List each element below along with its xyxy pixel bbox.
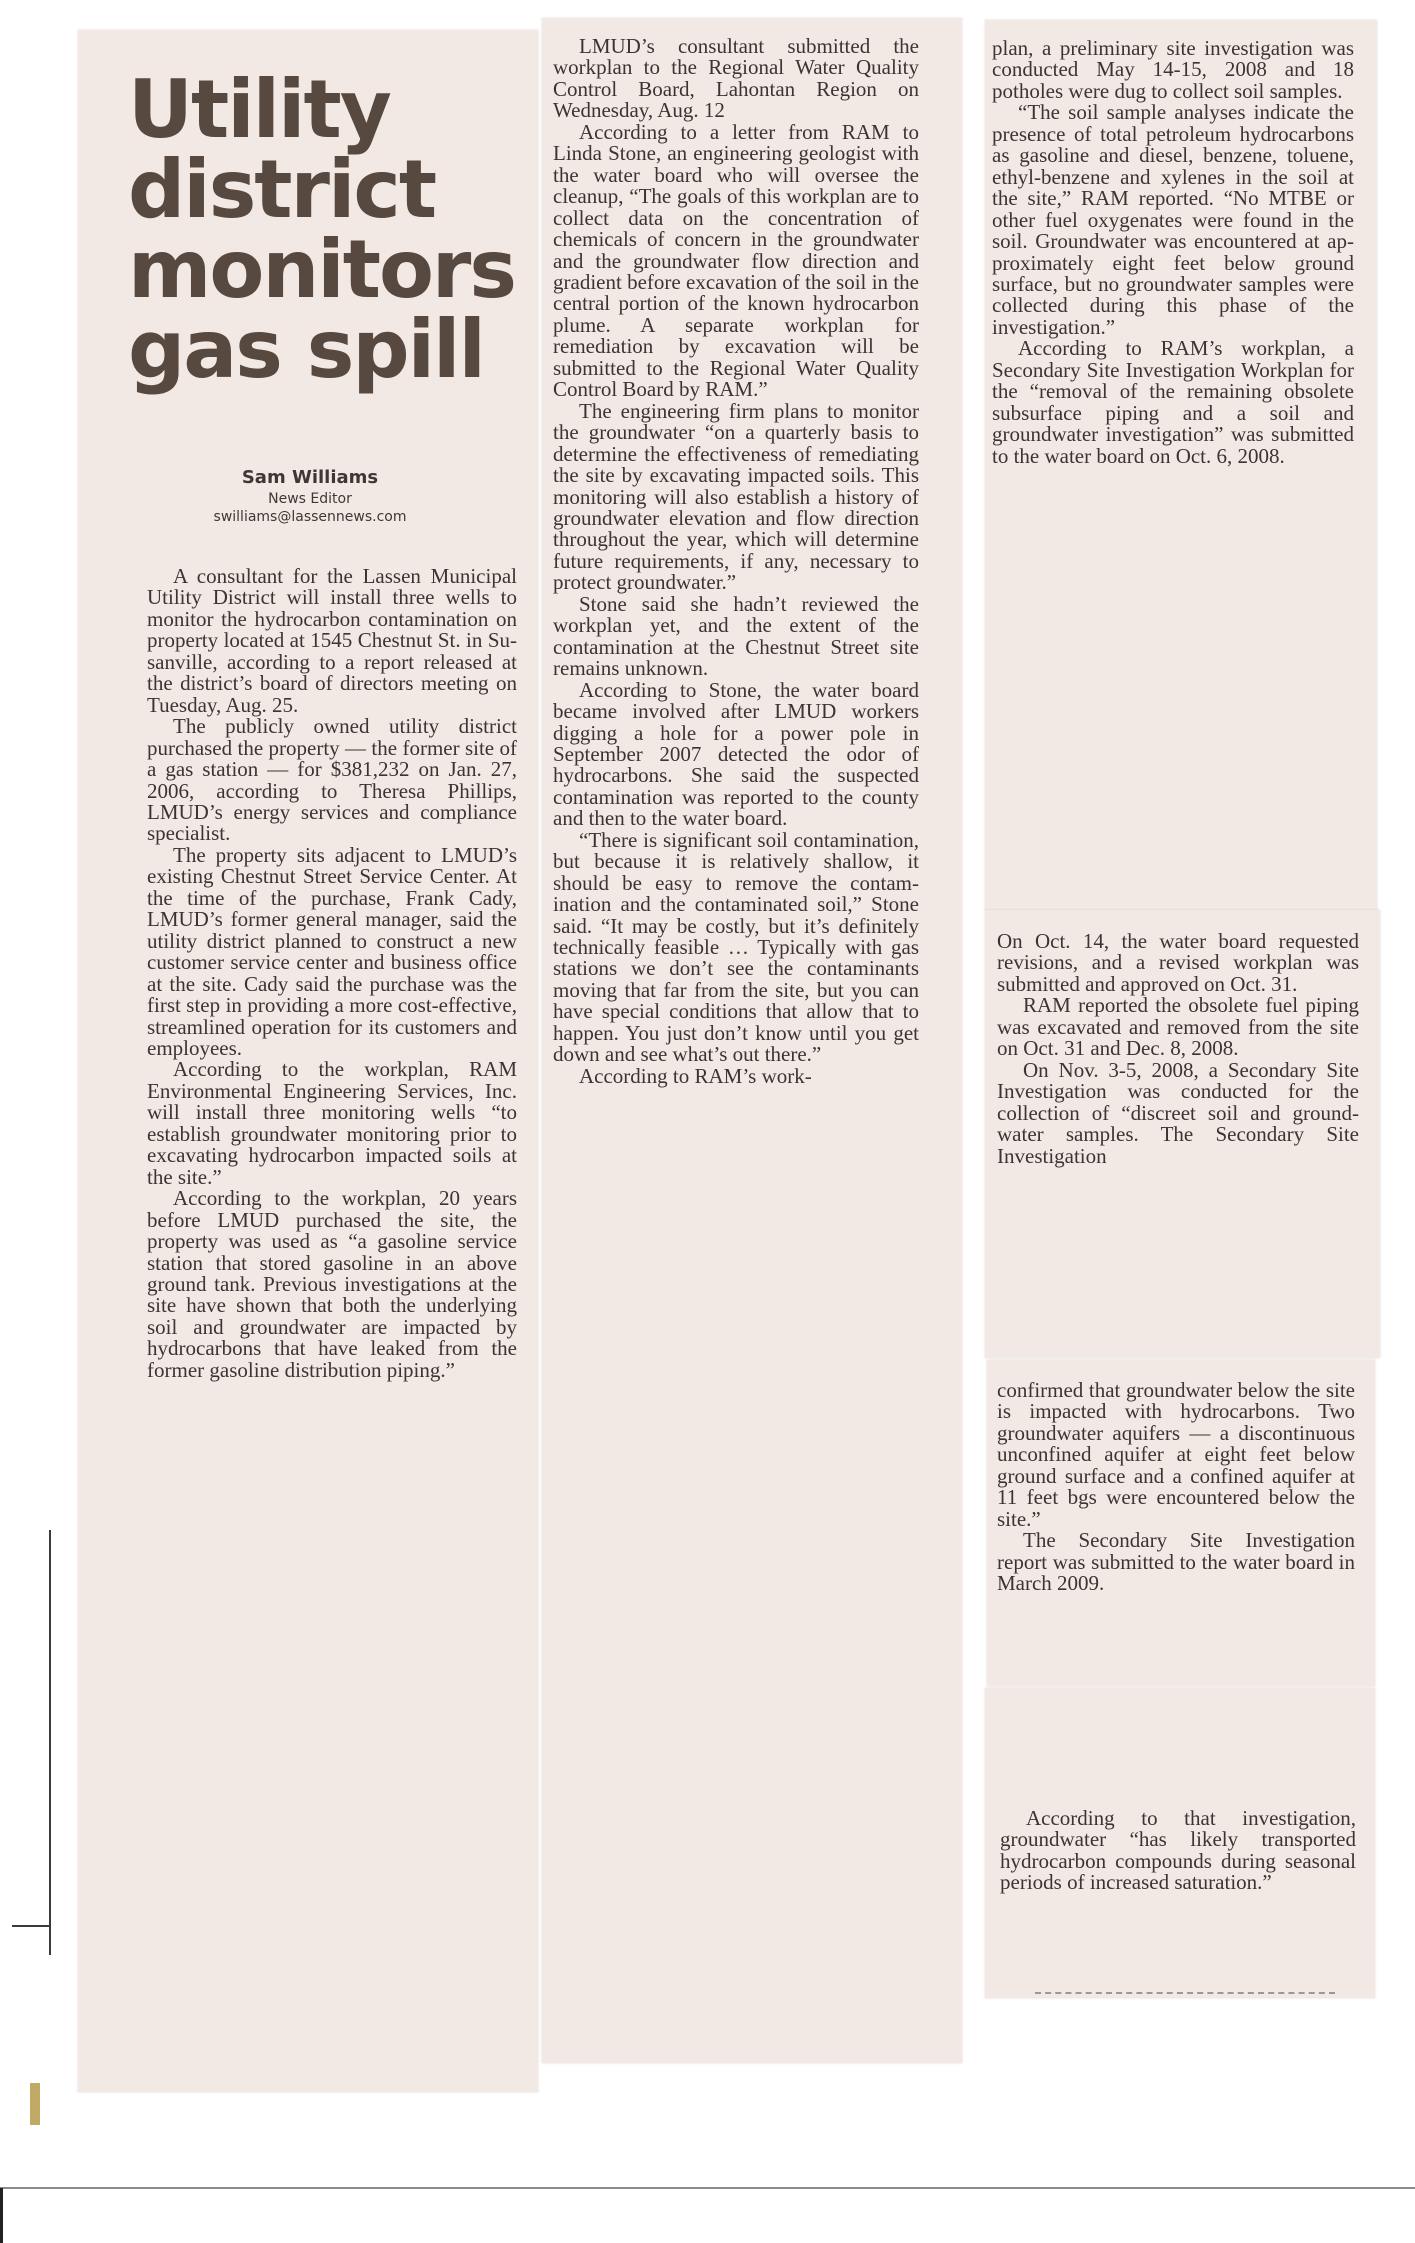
article-column-3d (1000, 1808, 1356, 1894)
clipping-border-rule (12, 1925, 50, 1927)
paragraph: According to that investigation, groundwater “has likely transported hydrocarbon compounds during seasonal periods of increased saturation.” (1000, 1806, 1356, 1895)
paragraph: According to the workplan, RAM Environmental Engineering Services, Inc. will install three monitoring wells “to establish groundwater monitoring prior to excavating hydrocarbon impacted soils at the site.” (147, 1057, 517, 1189)
byline-author: Sam Williams (241, 467, 379, 488)
paragraph: “There is significant soil contamination, but because it is relatively shallow, it should be easy to remove the contamination and the contaminated soil,” Stone said. “It may be costly, but it’s definitely technically feasible … Typically with gas stations we don’t see the contaminants moving that far from the site, but you can have special conditions that allow that to happen. You just don’t know until you get down and see what’s out there.” (553, 827, 919, 1067)
paragraph: On Oct. 14, the water board requested revisions, and a revised workplan was submitted and approved on Oct. 31. (997, 929, 1359, 996)
paragraph: On Nov. 3-5, 2008, a Secondary Site Investigation was conducted for the collection of “discreet soil and groundwater samples. The Secondary Site Investigation (997, 1057, 1359, 1168)
paragraph: confirmed that groundwater below the site is impacted with hydrocarbons. Two groundwater aquifers — a discontinuous unconfined aquifer at eight feet below ground surface and a confined aquifer at 11 feet bgs were encountered below the site.” (997, 1378, 1355, 1531)
paragraph: According to a letter from RAM to Linda Stone, an engineering geologist with the water board who will oversee the cleanup, “The goals of this workplan are to collect data on the concentration of chemicals of concern in the groundwater and the groundwater flow direction and gradient before excavation of the soil in the central portion of the known hydrocarbon plume. A separate workplan for remediation by excavation will be submitted to the Regional Water Quality Control Board by RAM.” (553, 119, 919, 402)
headline-line: Utility (128, 63, 390, 156)
scan-edge-mark (0, 2188, 3, 2243)
paragraph: According to Stone, the water board became involved after LMUD workers digging a hole for a power pole in September 2007 detected the odor of hydrocarbons. She said the suspected contamination was reported to the county and then to the water board. (553, 677, 919, 831)
byline-email: swilliams@lassennews.com (213, 509, 407, 525)
clipping-border-rule (49, 1530, 51, 1955)
paragraph: A consultant for the Lassen Municipal Utility District will install three wells to monitor the hydrocarbon contamination on property located at 1545 Chestnut St. in Susanville, according to a report released at the district’s board of directors meeting on Tuesday, Aug. 25. (147, 564, 517, 717)
byline-role: News Editor (268, 491, 352, 507)
article-column-1 (147, 566, 517, 1381)
paragraph: plan, a preliminary site investigation was conducted May 14-15, 2008 and 18 potholes were dug to collect soil samples. (992, 36, 1354, 103)
article-column-3c (997, 1380, 1355, 1595)
headline-line: district (128, 143, 436, 236)
paragraph: The publicly owned utility district purchased the property — the former site of a gas station — for $381,232 on Jan. 27, 2006, according to Theresa Phillips, LMUD’s energy services and compliance specialist. (147, 714, 517, 846)
byline (120, 466, 500, 526)
article-column-2 (553, 36, 919, 1087)
paragraph: According to RAM’s workplan, a Secondary Site Investigation Workplan for the “removal of the remaining obsolete subsurface piping and a soil and groundwater investigation” was submitted to the water board on Oct. 6, 2008. (992, 336, 1354, 468)
paragraph: The Secondary Site Investigation report was submitted to the water board in March 2009. (997, 1528, 1355, 1596)
paragraph: The engineering firm plans to monitor the groundwater “on a quarterly basis to determine the effectiveness of remediating the site by excavating impacted soils. This monitoring will also establish a history of groundwater elevation and flow direction throughout the year, which will determine future requirements, if any, necessary to protect groundwater.” (553, 398, 919, 595)
headline-line: gas spill (128, 303, 484, 396)
cut-text-fragment (1035, 1992, 1335, 2000)
paragraph: LMUD’s consultant submitted the workplan to the Regional Water Quality Control Board, Lahontan Region on Wednesday, Aug. 12 (553, 34, 919, 123)
article-headline (128, 63, 528, 396)
article-column-3b (997, 931, 1359, 1167)
paragraph: Stone said she hadn’t reviewed the workplan yet, and the extent of the contamination at the Chestnut Street site remains unknown. (553, 591, 919, 681)
paragraph: According to the workplan, 20 years before LMUD purchased the site, the property was used as “a gasoline service station that stored gasoline in an above ground tank. Previous investigations at the site have shown that both the underlying soil and groundwater are impacted by hydrocarbons that have leaked from the former gasoline distribution piping.” (147, 1186, 517, 1382)
tape-mark (30, 2083, 40, 2125)
scan-edge-line (0, 2187, 1415, 2189)
paragraph: RAM reported the obsolete fuel piping was excavated and removed from the site on Oct. 31 and Dec. 8, 2008. (997, 993, 1359, 1061)
article-column-3a (992, 38, 1354, 467)
paragraph: According to RAM’s work- (579, 1063, 812, 1088)
paragraph: “The soil sample analyses indicate the presence of total petroleum hydrocarbons as gasoline and diesel, benzene, toluene, ethyl-benzene and xylenes in the soil at the site,” RAM reported. “No MTBE or other fuel oxygenates were found in the soil. Groundwater was encountered at approximately eight feet below ground surface, but no groundwater samples were collected during this phase of the investigation.” (992, 100, 1354, 339)
headline-line: monitors (128, 223, 515, 316)
paragraph: The property sits adjacent to LMUD’s existing Chestnut Street Service Center. At the time of the purchase, Frank Cady, LMUD’s former general manager, said the utility district planned to construct a new customer service center and business office at the site. Cady said the purchase was the first step in providing a more cost-effective, streamlined operation for its customers and employees. (147, 842, 517, 1060)
